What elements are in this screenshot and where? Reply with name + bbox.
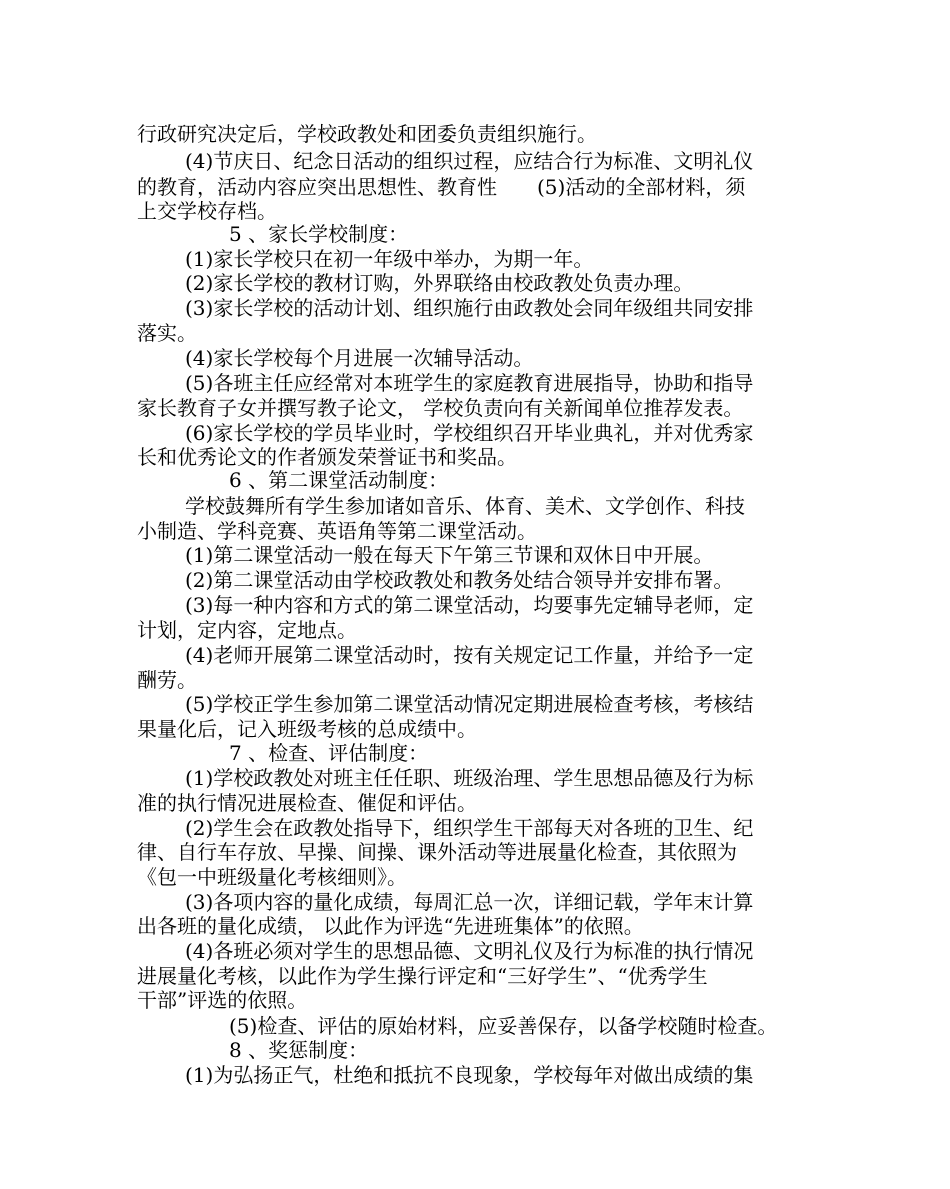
text-line: (4)家长学校每个月进展一次辅导活动。 [185, 346, 534, 370]
text-line: 准的执行情况进展检查、催促和评估。 [137, 791, 477, 815]
text-line: (1)第二课堂活动一般在每天下午第三节课和双休日中开展。 [185, 543, 714, 567]
text-line: (1)学校政教处对班主任任职、班级治理、学生思想品德及行为标 [185, 766, 754, 790]
text-line: (1)为弘扬正气，杜绝和抵抗不良现象，学校每年对做出成绩的集 [185, 1063, 754, 1087]
text-line: (5)检查、评估的原始材料，应妥善保存，以备学校随时检查。 [229, 1014, 778, 1038]
section-heading: 7 、检查、评估制度： [229, 741, 429, 765]
text-line: 《包一中班级量化考核细则》。 [137, 865, 407, 889]
text-line: (3)家长学校的活动计划、组织施行由政教处会同年级组共同安排 [185, 296, 754, 320]
text-line: (3)每一种内容和方式的第二课堂活动，均要事先定辅导老师，定 [185, 593, 754, 617]
section-heading: 5 、家长学校制度： [229, 222, 409, 246]
text-line: (2)学生会在政教处指导下，组织学生干部每天对各班的卫生、纪 [185, 816, 754, 840]
text-line: (1)家长学校只在初一年级中举办，为期一年。 [185, 247, 594, 271]
text-line: (2)家长学校的教材订购，外界联络由校政教处负责办理。 [185, 271, 694, 295]
text-line: 行政研究决定后，学校政教处和团委负责组织施行。 [137, 122, 597, 146]
text-line: 落实。 [137, 321, 197, 345]
text-line: (5)学校正学生参加第二课堂活动情况定期进展检查考核，考核结 [185, 692, 754, 716]
text-line: (4)各班必须对学生的思想品德、文明礼仪及行为标准的执行情况 [185, 939, 754, 963]
text-line: 上交学校存档。 [137, 199, 277, 223]
text-line: 学校鼓舞所有学生参加诸如音乐、体育、美术、文学创作、科技 [185, 494, 745, 518]
text-line: 计划，定内容，定地点。 [137, 618, 357, 642]
text-line: (4)老师开展第二课堂活动时，按有关规定记工作量，并给予一定 [185, 643, 754, 667]
text-line: 进展量化考核，以此作为学生操行评定和“三好学生”、“优秀学生 [137, 964, 708, 988]
text-line: 律、自行车存放、早操、间操、课外活动等进展量化检查，其依照为 [137, 840, 737, 864]
text-line: 的教育，活动内容应突出思想性、教育性 (5)活动的全部材料，须 [137, 175, 746, 199]
text-line: (6)家长学校的学员毕业时，学校组织召开毕业典礼，并对优秀家 [185, 421, 754, 445]
text-line: 干部”评选的依照。 [137, 988, 308, 1012]
text-line: (2)第二课堂活动由学校政教处和教务处结合领导并安排布署。 [185, 568, 734, 592]
text-line: 家长教育子女并撰写教子论文， 学校负责向有关新闻单位推荐发表。 [137, 396, 744, 420]
text-line: 酬劳。 [137, 668, 197, 692]
text-line: 长和优秀论文的作者颁发荣誉证书和奖品。 [137, 445, 517, 469]
text-line: (5)各班主任应经常对本班学生的家庭教育进展指导，协助和指导 [185, 371, 754, 395]
text-line: 小制造、学科竞赛、英语角等第二课堂活动。 [137, 519, 537, 543]
text-line: (4)节庆日、纪念日活动的组织过程，应结合行为标准、文明礼仪 [185, 149, 754, 173]
section-heading: 8 、奖惩制度： [229, 1038, 369, 1062]
text-line: 果量化后，记入班级考核的总成绩中。 [137, 717, 477, 741]
section-heading: 6 、第二课堂活动制度： [229, 468, 449, 492]
text-line: (3)各项内容的量化成绩，每周汇总一次，详细记载，学年末计算 [185, 890, 754, 914]
text-line: 出各班的量化成绩， 以此作为评选“先进班集体”的依照。 [137, 914, 644, 938]
